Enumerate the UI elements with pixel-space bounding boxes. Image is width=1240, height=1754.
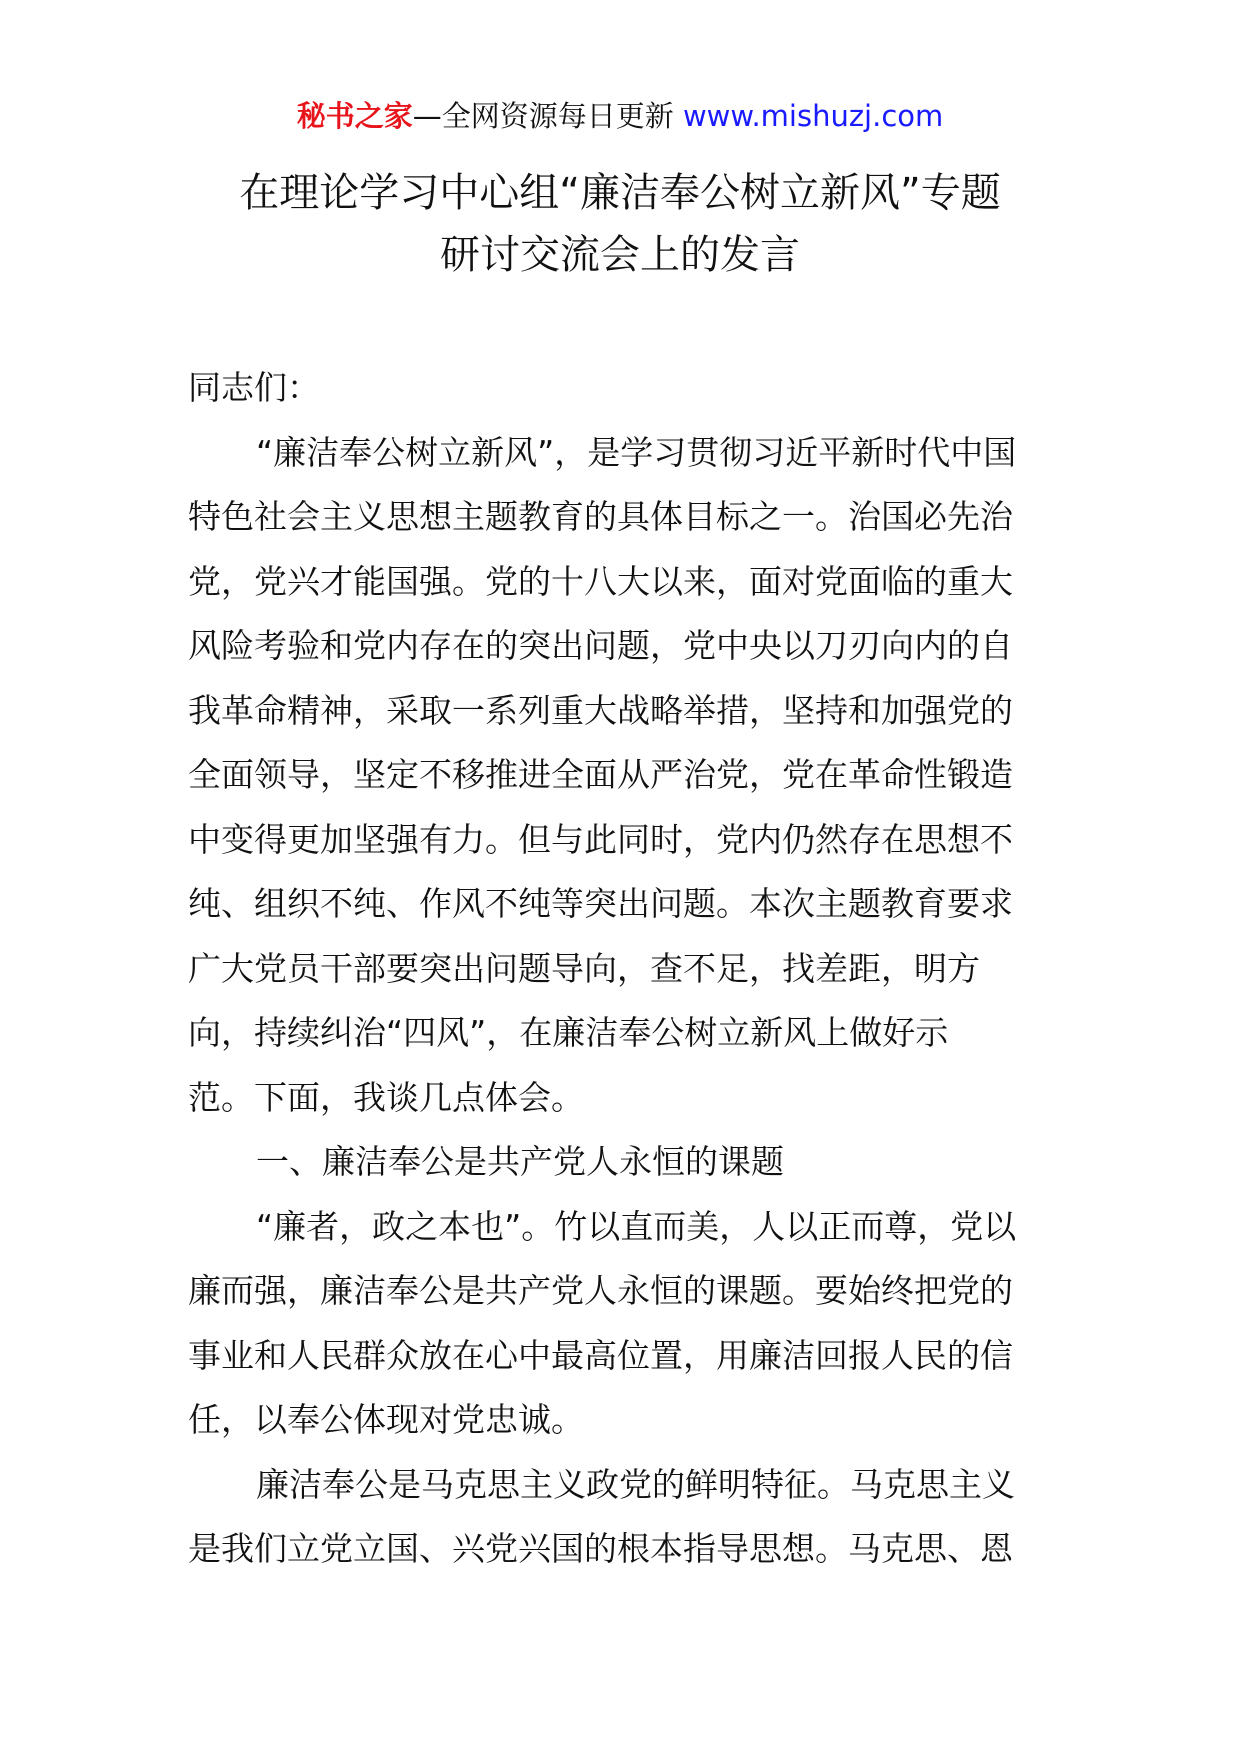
- section-heading: 一、廉洁奉公是共产党人永恒的课题: [256, 1142, 784, 1181]
- paragraph-line: 中变得更加坚强有力。但与此同时，党内仍然存在思想不: [188, 819, 1013, 859]
- paragraph-line: 纯、组织不纯、作风不纯等突出问题。本次主题教育要求: [188, 884, 1013, 923]
- paragraph-line: 广大党员干部要突出问题导向，查不足，找差距，明方: [188, 948, 980, 988]
- document-body: [188, 356, 1058, 1582]
- paragraph-line: 范。下面，我谈几点体会。: [188, 1077, 584, 1117]
- document-title-line-1: 在理论学习中心组“廉洁奉公树立新风”专题: [239, 170, 1001, 216]
- paragraph-line: 廉而强，廉洁奉公是共产党人永恒的课题。要始终把党的: [188, 1271, 1013, 1310]
- site-url-link[interactable]: www.mishuzj.com: [682, 99, 944, 133]
- paragraph-line: 是我们立党立国、兴党兴国的根本指导思想。马克思、恩: [188, 1529, 1013, 1568]
- paragraph-line: 我革命精神，采取一系列重大战略举措，坚持和加强党的: [188, 690, 1013, 730]
- paragraph-line: 向，持续纠治“四风”，在廉洁奉公树立新风上做好示: [188, 1013, 949, 1052]
- paragraph-line: 风险考验和党内存在的突出问题，党中央以刀刃向内的自: [188, 626, 1013, 665]
- paragraph-line: 廉洁奉公是马克思主义政党的鲜明特征。马克思主义: [256, 1464, 1015, 1504]
- paragraph-line: “廉洁奉公树立新风”，是学习贯彻习近平新时代中国: [256, 432, 1017, 472]
- paragraph-line: 全面领导，坚定不移推进全面从严治党，党在革命性锻造: [188, 755, 1013, 794]
- paragraph-line: “廉者，政之本也”。竹以直而美，人以正而尊，党以: [256, 1206, 1017, 1246]
- document-title: [150, 162, 1090, 286]
- site-name: 秘书之家: [296, 99, 413, 133]
- paragraph-line: 特色社会主义思想主题教育的具体目标之一。治国必先治: [188, 497, 1013, 536]
- document-title-line-2: 研讨交流会上的发言: [440, 232, 800, 278]
- paragraph-line: 党，党兴才能国强。党的十八大以来，面对党面临的重大: [188, 561, 1013, 601]
- paragraph-line: 任，以奉公体现对党忠诚。: [188, 1400, 584, 1439]
- salutation: 同志们：: [188, 368, 320, 407]
- paragraph-line: 事业和人民群众放在心中最高位置，用廉洁回报人民的信: [188, 1335, 1013, 1375]
- site-header: [0, 96, 1240, 136]
- site-tagline: —全网资源每日更新: [412, 99, 674, 133]
